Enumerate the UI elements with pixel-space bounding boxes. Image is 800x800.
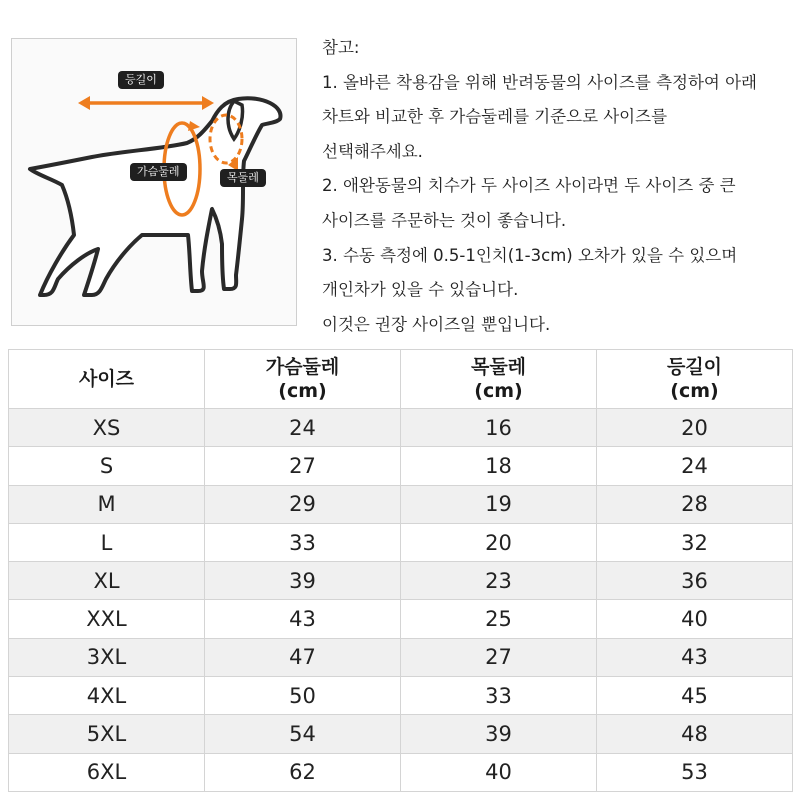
table-cell: 19 (401, 485, 597, 523)
table-cell: 27 (401, 638, 597, 676)
table-cell: XXL (9, 600, 205, 638)
header-size (9, 350, 205, 409)
table-cell: 62 (205, 753, 401, 791)
table-cell: 40 (597, 600, 793, 638)
table-cell: S (9, 447, 205, 485)
notes-section (322, 31, 792, 342)
table-cell: 5XL (9, 715, 205, 753)
header-unit: (cm) (278, 380, 327, 402)
table-cell: 3XL (9, 638, 205, 676)
notes-title: 참고: (322, 38, 360, 57)
table-cell: 43 (205, 600, 401, 638)
header-unit: (cm) (670, 380, 719, 402)
back-length-label: 등길이 (118, 71, 164, 89)
notes-line: 3. 수동 측정에 0.5-1인치(1-3cm) 오차가 있을 수 있으며 (322, 245, 738, 265)
table-cell: 28 (597, 485, 793, 523)
header-neck (401, 350, 597, 409)
table-cell: 24 (205, 409, 401, 447)
table-row (9, 600, 793, 638)
table-cell: 48 (597, 715, 793, 753)
table-row (9, 447, 793, 485)
table-cell: 4XL (9, 677, 205, 715)
header-text: 가슴둘레 (265, 356, 340, 378)
header-chest (205, 350, 401, 409)
header-text: 등길이 (666, 356, 723, 378)
table-row (9, 638, 793, 676)
table-cell: 16 (401, 409, 597, 447)
table-cell: 53 (597, 753, 793, 791)
table-cell: 23 (401, 562, 597, 600)
header-back-length (597, 350, 793, 409)
table-cell: 45 (597, 677, 793, 715)
table-cell: 20 (401, 523, 597, 561)
table-cell: M (9, 485, 205, 523)
notes-line: 1. 올바른 착용감을 위해 반려동물의 사이즈를 측정하여 아래 (322, 72, 757, 92)
table-cell: 47 (205, 638, 401, 676)
notes-line: 2. 애완동물의 치수가 두 사이즈 사이라면 두 사이즈 중 큰 (322, 176, 736, 196)
table-cell: L (9, 523, 205, 561)
table-cell: 50 (205, 677, 401, 715)
header-text: 사이즈 (78, 368, 135, 390)
table-cell: 40 (401, 753, 597, 791)
table-cell: 25 (401, 600, 597, 638)
chest-label: 가슴둘레 (130, 163, 187, 181)
table-row (9, 523, 793, 561)
table-cell: 33 (401, 677, 597, 715)
table-cell: XL (9, 562, 205, 600)
notes-line: 사이즈를 주문하는 것이 좋습니다. (322, 210, 567, 230)
table-row (9, 677, 793, 715)
table-cell: 32 (597, 523, 793, 561)
header-text: 목둘레 (470, 356, 527, 378)
table-cell: 6XL (9, 753, 205, 791)
table-row (9, 409, 793, 447)
table-cell: 29 (205, 485, 401, 523)
neck-label: 목둘레 (220, 169, 266, 187)
table-cell: 27 (205, 447, 401, 485)
notes-line: 차트와 비교한 후 가슴둘레를 기준으로 사이즈를 (322, 107, 668, 127)
notes-line: 선택해주세요. (322, 141, 423, 161)
size-chart-table (8, 349, 793, 792)
table-header-row (9, 350, 793, 409)
dog-measurement-diagram (11, 38, 297, 326)
table-row (9, 485, 793, 523)
table-row (9, 715, 793, 753)
table-row (9, 562, 793, 600)
table-cell: 43 (597, 638, 793, 676)
table-row (9, 753, 793, 791)
table-cell: 18 (401, 447, 597, 485)
table-cell: 39 (401, 715, 597, 753)
table-cell: 33 (205, 523, 401, 561)
notes-line: 개인차가 있을 수 있습니다. (322, 280, 519, 300)
table-cell: 20 (597, 409, 793, 447)
table-cell: 39 (205, 562, 401, 600)
notes-line: 이것은 권장 사이즈일 뿐입니다. (322, 314, 551, 334)
header-unit: (cm) (474, 380, 523, 402)
table-cell: XS (9, 409, 205, 447)
table-cell: 54 (205, 715, 401, 753)
table-cell: 36 (597, 562, 793, 600)
table-cell: 24 (597, 447, 793, 485)
